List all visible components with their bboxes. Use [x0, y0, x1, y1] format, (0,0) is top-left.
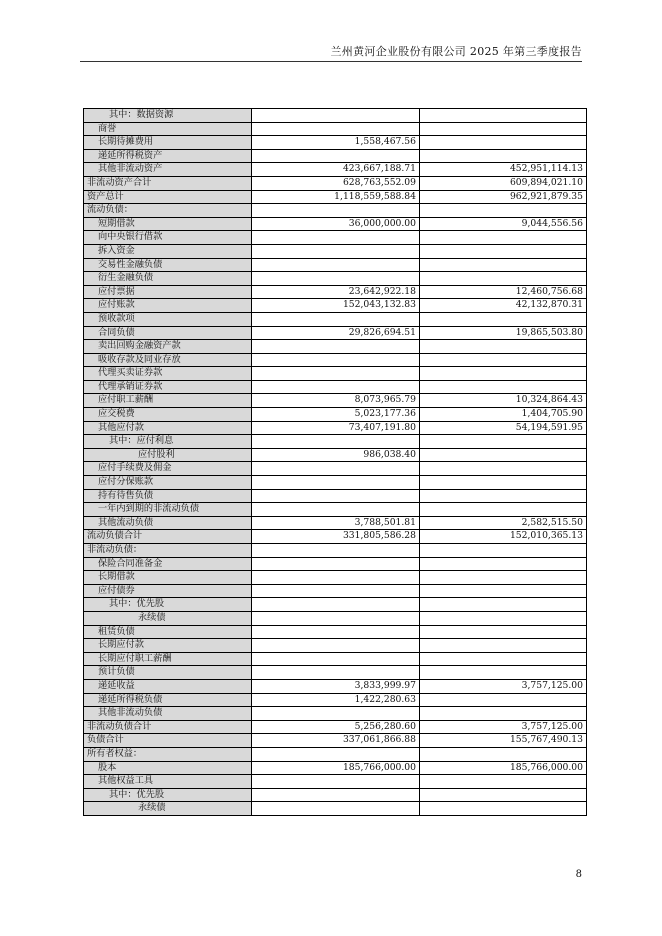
current-period-value: 986,038.40 [252, 448, 420, 462]
current-period-value: 1,422,280.63 [252, 693, 420, 707]
table-row [84, 544, 587, 558]
current-period-value [252, 598, 420, 612]
row-label: 商誉 [84, 122, 252, 136]
current-period-value: 29,826,694.51 [252, 326, 420, 340]
current-period-value [252, 109, 420, 123]
current-period-value: 1,118,559,588.84 [252, 190, 420, 204]
table-row [84, 598, 587, 612]
table-row [84, 408, 587, 422]
page-number: 8 [575, 869, 582, 880]
current-period-value [252, 367, 420, 381]
prior-period-value [420, 747, 587, 761]
current-period-value [252, 611, 420, 625]
table-row [84, 163, 587, 177]
current-period-value [252, 312, 420, 326]
current-period-value [252, 571, 420, 585]
row-label: 流动负债合计 [84, 530, 252, 544]
row-label: 所有者权益： [84, 747, 252, 761]
current-period-value [252, 639, 420, 653]
prior-period-value [420, 149, 587, 163]
row-label: 代理买卖证券款 [84, 367, 252, 381]
current-period-value: 1,558,467.56 [252, 136, 420, 150]
current-period-value [252, 435, 420, 449]
current-period-value [252, 788, 420, 802]
row-label: 预计负债 [84, 666, 252, 680]
prior-period-value [420, 611, 587, 625]
table-row [84, 652, 587, 666]
current-period-value: 628,763,552.09 [252, 176, 420, 190]
current-period-value [252, 625, 420, 639]
prior-period-value [420, 571, 587, 585]
report-header-title: 兰州黄河企业股份有限公司 2025 年第三季度报告 [330, 45, 582, 58]
row-label: 其中：应付利息 [84, 435, 252, 449]
row-label: 保险合同准备金 [84, 557, 252, 571]
table-row [84, 788, 587, 802]
row-label: 长期应付职工薪酬 [84, 652, 252, 666]
current-period-value: 36,000,000.00 [252, 217, 420, 231]
table-row [84, 462, 587, 476]
current-period-value: 185,766,000.00 [252, 761, 420, 775]
prior-period-value: 12,460,756.68 [420, 285, 587, 299]
row-label: 拆入资金 [84, 244, 252, 258]
table-row [84, 720, 587, 734]
table-row [84, 353, 587, 367]
prior-period-value: 1,404,705.90 [420, 408, 587, 422]
table-row [84, 679, 587, 693]
table-row [84, 285, 587, 299]
prior-period-value: 155,767,490.13 [420, 734, 587, 748]
prior-period-value [420, 204, 587, 218]
current-period-value: 5,023,177.36 [252, 408, 420, 422]
balance-sheet-body [84, 109, 587, 816]
table-row [84, 149, 587, 163]
prior-period-value [420, 639, 587, 653]
current-period-value [252, 476, 420, 490]
row-label: 递延收益 [84, 679, 252, 693]
prior-period-value [420, 788, 587, 802]
table-row [84, 734, 587, 748]
table-row [84, 312, 587, 326]
prior-period-value [420, 557, 587, 571]
current-period-value: 152,043,132.83 [252, 299, 420, 313]
row-label: 长期待摊费用 [84, 136, 252, 150]
table-row [84, 122, 587, 136]
prior-period-value: 9,044,556.56 [420, 217, 587, 231]
current-period-value: 337,061,866.88 [252, 734, 420, 748]
prior-period-value [420, 340, 587, 354]
table-row [84, 571, 587, 585]
current-period-value [252, 544, 420, 558]
prior-period-value: 42,132,870.31 [420, 299, 587, 313]
row-label: 交易性金融负债 [84, 258, 252, 272]
table-row [84, 584, 587, 598]
row-label: 资产总计 [84, 190, 252, 204]
prior-period-value [420, 489, 587, 503]
table-row [84, 326, 587, 340]
prior-period-value [420, 136, 587, 150]
prior-period-value [420, 598, 587, 612]
row-label: 应付职工薪酬 [84, 394, 252, 408]
prior-period-value [420, 258, 587, 272]
row-label: 其他非流动资产 [84, 163, 252, 177]
prior-period-value: 452,951,114.13 [420, 163, 587, 177]
prior-period-value [420, 435, 587, 449]
row-label: 应付债券 [84, 584, 252, 598]
row-label: 其他权益工具 [84, 775, 252, 789]
current-period-value [252, 149, 420, 163]
row-label: 吸收存款及同业存放 [84, 353, 252, 367]
prior-period-value [420, 380, 587, 394]
table-row [84, 394, 587, 408]
table-row [84, 258, 587, 272]
row-label: 一年内到期的非流动负债 [84, 503, 252, 517]
prior-period-value: 609,894,021.10 [420, 176, 587, 190]
prior-period-value [420, 476, 587, 490]
table-row [84, 707, 587, 721]
current-period-value: 3,833,999.97 [252, 679, 420, 693]
prior-period-value [420, 652, 587, 666]
table-row [84, 299, 587, 313]
prior-period-value: 185,766,000.00 [420, 761, 587, 775]
table-row [84, 625, 587, 639]
current-period-value [252, 707, 420, 721]
prior-period-value [420, 666, 587, 680]
row-label: 合同负债 [84, 326, 252, 340]
current-period-value: 423,667,188.71 [252, 163, 420, 177]
row-label: 应付手续费及佣金 [84, 462, 252, 476]
row-label: 其他应付款 [84, 421, 252, 435]
row-label: 负债合计 [84, 734, 252, 748]
current-period-value: 5,256,280.60 [252, 720, 420, 734]
prior-period-value [420, 707, 587, 721]
row-label: 向中央银行借款 [84, 231, 252, 245]
prior-period-value: 2,582,515.50 [420, 516, 587, 530]
row-label: 其中：优先股 [84, 788, 252, 802]
table-row [84, 190, 587, 204]
prior-period-value [420, 312, 587, 326]
prior-period-value: 152,010,365.13 [420, 530, 587, 544]
prior-period-value [420, 353, 587, 367]
prior-period-value [420, 802, 587, 816]
prior-period-value: 54,194,591.95 [420, 421, 587, 435]
table-row [84, 775, 587, 789]
row-label: 长期应付款 [84, 639, 252, 653]
current-period-value [252, 503, 420, 517]
current-period-value: 8,073,965.79 [252, 394, 420, 408]
current-period-value [252, 272, 420, 286]
row-label: 递延所得税资产 [84, 149, 252, 163]
row-label: 预收款项 [84, 312, 252, 326]
table-row [84, 802, 587, 816]
table-row [84, 380, 587, 394]
current-period-value [252, 584, 420, 598]
table-row [84, 516, 587, 530]
prior-period-value: 3,757,125.00 [420, 720, 587, 734]
row-label: 应付分保账款 [84, 476, 252, 490]
prior-period-value [420, 244, 587, 258]
row-label: 租赁负债 [84, 625, 252, 639]
current-period-value [252, 244, 420, 258]
prior-period-value [420, 448, 587, 462]
current-period-value [252, 652, 420, 666]
table-row [84, 176, 587, 190]
prior-period-value [420, 625, 587, 639]
current-period-value [252, 258, 420, 272]
row-label: 代理承销证券款 [84, 380, 252, 394]
row-label: 持有待售负债 [84, 489, 252, 503]
table-row [84, 503, 587, 517]
table-row [84, 693, 587, 707]
row-label: 其中：优先股 [84, 598, 252, 612]
prior-period-value [420, 584, 587, 598]
prior-period-value [420, 367, 587, 381]
current-period-value: 73,407,191.80 [252, 421, 420, 435]
row-label: 其他流动负债 [84, 516, 252, 530]
row-label: 衍生金融负债 [84, 272, 252, 286]
table-row [84, 109, 587, 123]
row-label: 永续债 [84, 802, 252, 816]
table-row [84, 421, 587, 435]
current-period-value [252, 775, 420, 789]
table-row [84, 340, 587, 354]
table-row [84, 435, 587, 449]
row-label: 卖出回购金融资产款 [84, 340, 252, 354]
table-row [84, 136, 587, 150]
row-label: 非流动负债合计 [84, 720, 252, 734]
current-period-value: 331,805,586.28 [252, 530, 420, 544]
table-row [84, 489, 587, 503]
prior-period-value [420, 272, 587, 286]
table-row [84, 231, 587, 245]
current-period-value [252, 231, 420, 245]
current-period-value [252, 122, 420, 136]
balance-sheet-table [83, 108, 587, 816]
current-period-value [252, 666, 420, 680]
prior-period-value: 3,757,125.00 [420, 679, 587, 693]
prior-period-value [420, 122, 587, 136]
current-period-value [252, 557, 420, 571]
table-row [84, 761, 587, 775]
table-row [84, 217, 587, 231]
row-label: 递延所得税负债 [84, 693, 252, 707]
prior-period-value [420, 109, 587, 123]
table-row [84, 666, 587, 680]
current-period-value [252, 462, 420, 476]
table-row [84, 476, 587, 490]
current-period-value [252, 489, 420, 503]
prior-period-value [420, 462, 587, 476]
row-label: 短期借款 [84, 217, 252, 231]
table-row [84, 204, 587, 218]
table-row [84, 611, 587, 625]
prior-period-value: 19,865,503.80 [420, 326, 587, 340]
table-row [84, 244, 587, 258]
row-label: 应交税费 [84, 408, 252, 422]
table-row [84, 557, 587, 571]
row-label: 股本 [84, 761, 252, 775]
current-period-value [252, 802, 420, 816]
row-label: 其中：数据资源 [84, 109, 252, 123]
current-period-value [252, 204, 420, 218]
table-row [84, 639, 587, 653]
prior-period-value: 10,324,864.43 [420, 394, 587, 408]
current-period-value [252, 340, 420, 354]
current-period-value: 23,642,922.18 [252, 285, 420, 299]
row-label: 应付股利 [84, 448, 252, 462]
row-label: 长期借款 [84, 571, 252, 585]
prior-period-value [420, 693, 587, 707]
current-period-value: 3,788,501.81 [252, 516, 420, 530]
row-label: 非流动负债： [84, 544, 252, 558]
row-label: 应付账款 [84, 299, 252, 313]
current-period-value [252, 380, 420, 394]
row-label: 非流动资产合计 [84, 176, 252, 190]
table-row [84, 747, 587, 761]
table-row [84, 272, 587, 286]
header-divider [80, 61, 582, 62]
prior-period-value [420, 775, 587, 789]
prior-period-value: 962,921,879.35 [420, 190, 587, 204]
prior-period-value [420, 503, 587, 517]
row-label: 永续债 [84, 611, 252, 625]
table-row [84, 367, 587, 381]
prior-period-value [420, 544, 587, 558]
row-label: 其他非流动负债 [84, 707, 252, 721]
table-row [84, 448, 587, 462]
row-label: 流动负债： [84, 204, 252, 218]
current-period-value [252, 747, 420, 761]
current-period-value [252, 353, 420, 367]
prior-period-value [420, 231, 587, 245]
table-row [84, 530, 587, 544]
row-label: 应付票据 [84, 285, 252, 299]
